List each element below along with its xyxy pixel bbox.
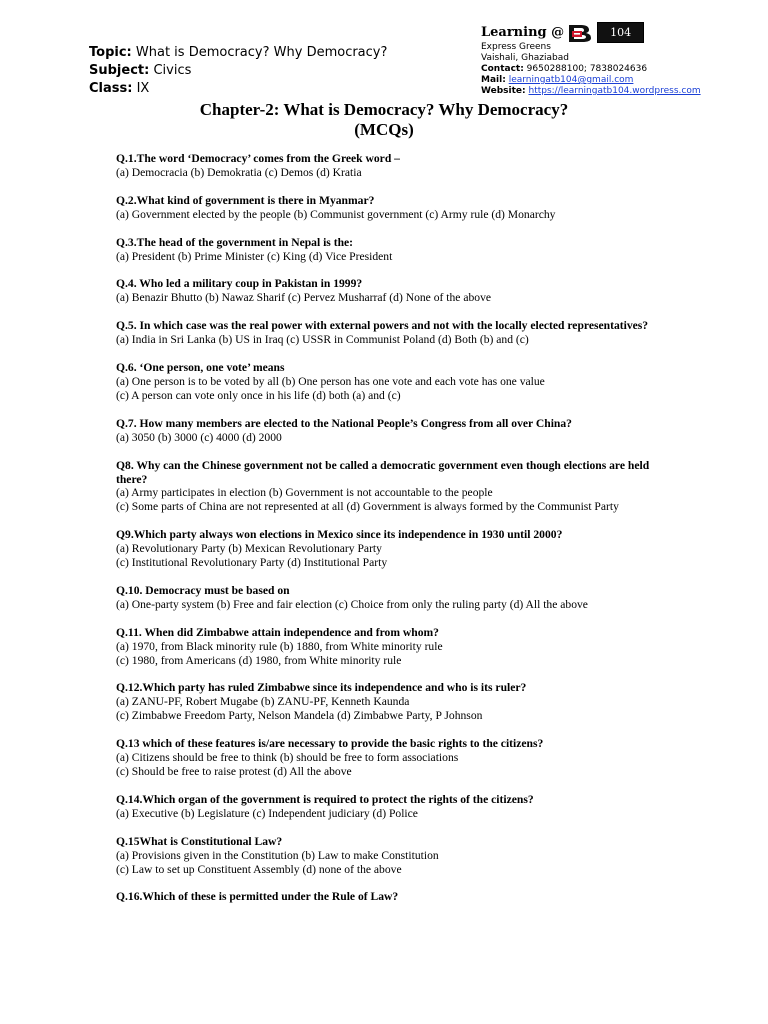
question-text: Q.7. How many members are elected to the National People’s Congress from all over China? bbox=[116, 416, 572, 430]
website-row bbox=[481, 86, 721, 97]
question-options: (c) Institutional Revolutionary Party (d) Institutional Party bbox=[116, 556, 388, 570]
question-options: (a) 1970, from Black minority rule (b) 1880, from White minority rule bbox=[116, 639, 443, 653]
question-options: (a) Democracia (b) Demokratia (c) Demos (d) Kratia bbox=[116, 165, 362, 179]
question-options: (c) Some parts of China are not represented at all (d) Government is always formed by the Communist Party bbox=[116, 500, 619, 514]
question-item bbox=[116, 528, 656, 570]
mail-label: Mail: bbox=[481, 75, 506, 85]
question-text: Q.15What is Constitutional Law? bbox=[116, 834, 283, 848]
question-item bbox=[116, 835, 656, 877]
class-row bbox=[89, 80, 387, 98]
question-options: (c) 1980, from Americans (d) 1980, from White minority rule bbox=[116, 653, 402, 667]
question-options: (a) ZANU-PF, Robert Mugabe (b) ZANU-PF, Kenneth Kaunda bbox=[116, 695, 410, 709]
contact-row bbox=[481, 64, 721, 75]
chapter-heading bbox=[0, 100, 768, 140]
question-options: (a) President (b) Prime Minister (c) King (d) Vice President bbox=[116, 249, 393, 263]
brand-title-row bbox=[481, 20, 721, 44]
question-options: (a) Government elected by the people (b) Communist government (c) Army rule (d) Monarchy bbox=[116, 207, 556, 221]
subject-row bbox=[89, 62, 387, 80]
subject-label: Subject: bbox=[89, 63, 150, 78]
question-item bbox=[116, 681, 656, 723]
topic-value: What is Democracy? Why Democracy? bbox=[131, 45, 388, 60]
question-text: Q.1.The word ‘Democracy’ comes from the Greek word – bbox=[116, 152, 400, 165]
question-text: Q.14.Which organ of the government is required to protect the rights of the citizens? bbox=[116, 792, 534, 806]
question-text: Q.13 which of these features is/are necessary to provide the basic rights to the citizens? bbox=[116, 737, 544, 751]
mail-link[interactable]: learningatb104@gmail.com bbox=[508, 75, 634, 85]
question-text: Q.11. When did Zimbabwe attain independence and from whom? bbox=[116, 625, 439, 639]
question-options: (a) Provisions given in the Constitution (b) Law to make Constitution bbox=[116, 848, 439, 862]
question-item bbox=[116, 319, 656, 347]
question-text: Q.5. In which case was the real power with external powers and not with the locally elected representatives? bbox=[116, 319, 649, 333]
question-text: Q.6. ‘One person, one vote’ means bbox=[116, 361, 285, 375]
contact-label: Contact: bbox=[481, 64, 524, 74]
question-text: Q.3.The head of the government in Nepal is the: bbox=[116, 235, 354, 249]
question-options: (a) One-party system (b) Free and fair election (c) Choice from only the ruling party (d) All the above bbox=[116, 597, 588, 611]
question-item bbox=[116, 236, 656, 264]
question-options: (a) One person is to be voted by all (b) One person has one vote and each vote has one value bbox=[116, 374, 545, 388]
question-item bbox=[116, 361, 656, 403]
question-options: (a) Revolutionary Party (b) Mexican Revolutionary Party bbox=[116, 542, 382, 556]
mail-row bbox=[481, 75, 721, 86]
question-item bbox=[116, 626, 656, 668]
question-text: Q.2.What kind of government is there in Myanmar? bbox=[116, 193, 375, 207]
question-options: (c) Law to set up Constituent Assembly (d) none of the above bbox=[116, 862, 402, 876]
question-text: Q8. Why can the Chinese government not be called a democratic government even though elections are held there? bbox=[116, 458, 650, 486]
question-options: (a) India in Sri Lanka (b) US in Iraq (c) USSR in Communist Poland (d) Both (b) and (c) bbox=[116, 333, 529, 347]
question-options: (a) Army participates in election (b) Government is not accountable to the people bbox=[116, 486, 493, 500]
question-item bbox=[116, 890, 656, 904]
contact-value: 9650288100; 7838024636 bbox=[523, 64, 648, 74]
question-options: (c) Should be free to raise protest (d) All the above bbox=[116, 765, 352, 778]
question-options: (a) Executive (b) Legislature (c) Independent judiciary (d) Police bbox=[116, 806, 418, 820]
question-item bbox=[116, 737, 656, 779]
subject-value: Civics bbox=[149, 63, 192, 78]
question-item bbox=[116, 152, 656, 180]
brand-line-1: Express Greens bbox=[481, 42, 551, 52]
question-options: (c) Zimbabwe Freedom Party, Nelson Mandela (d) Zimbabwe Party, P Johnson bbox=[116, 709, 483, 723]
question-options: (a) Citizens should be free to think (b) should be free to form associations bbox=[116, 751, 459, 765]
question-item bbox=[116, 194, 656, 222]
question-options: (a) 3050 (b) 3000 (c) 4000 (d) 2000 bbox=[116, 430, 282, 444]
logo-icon bbox=[567, 21, 595, 43]
website-label: Website: bbox=[481, 86, 526, 96]
class-label: Class: bbox=[89, 81, 133, 96]
question-options: (c) A person can vote only once in his life (d) both (a) and (c) bbox=[116, 388, 401, 402]
chapter-subtitle: (MCQs) bbox=[354, 120, 414, 139]
question-item bbox=[116, 417, 656, 445]
question-text: Q.16.Which of these is permitted under the Rule of Law? bbox=[116, 890, 399, 904]
question-item bbox=[116, 277, 656, 305]
brand-contact bbox=[481, 42, 721, 97]
questions-list bbox=[116, 152, 656, 918]
topic-row bbox=[89, 44, 387, 62]
chapter-title: Chapter-2: What is Democracy? Why Democracy? bbox=[199, 100, 569, 119]
question-item bbox=[116, 793, 656, 821]
brand-title: Learning @ bbox=[481, 24, 565, 40]
question-text: Q.4. Who led a military coup in Pakistan in 1999? bbox=[116, 277, 363, 291]
brand-number-badge: 104 bbox=[597, 22, 644, 43]
question-options: (a) Benazir Bhutto (b) Nawaz Sharif (c) Pervez Musharraf (d) None of the above bbox=[116, 291, 492, 305]
brand-block bbox=[481, 20, 721, 97]
question-text: Q.10. Democracy must be based on bbox=[116, 583, 290, 597]
brand-line-2: Vaishali, Ghaziabad bbox=[481, 53, 569, 63]
question-text: Q.12.Which party has ruled Zimbabwe since its independence and who is its ruler? bbox=[116, 681, 527, 695]
question-item bbox=[116, 459, 656, 515]
class-value: IX bbox=[132, 81, 150, 96]
question-text: Q9.Which party always won elections in Mexico since its independence in 1930 until 2000? bbox=[116, 528, 563, 542]
topic-label: Topic: bbox=[89, 45, 132, 60]
question-item bbox=[116, 584, 656, 612]
document-meta bbox=[89, 44, 387, 98]
website-link[interactable]: https://learningatb104.wordpress.com bbox=[528, 86, 701, 96]
